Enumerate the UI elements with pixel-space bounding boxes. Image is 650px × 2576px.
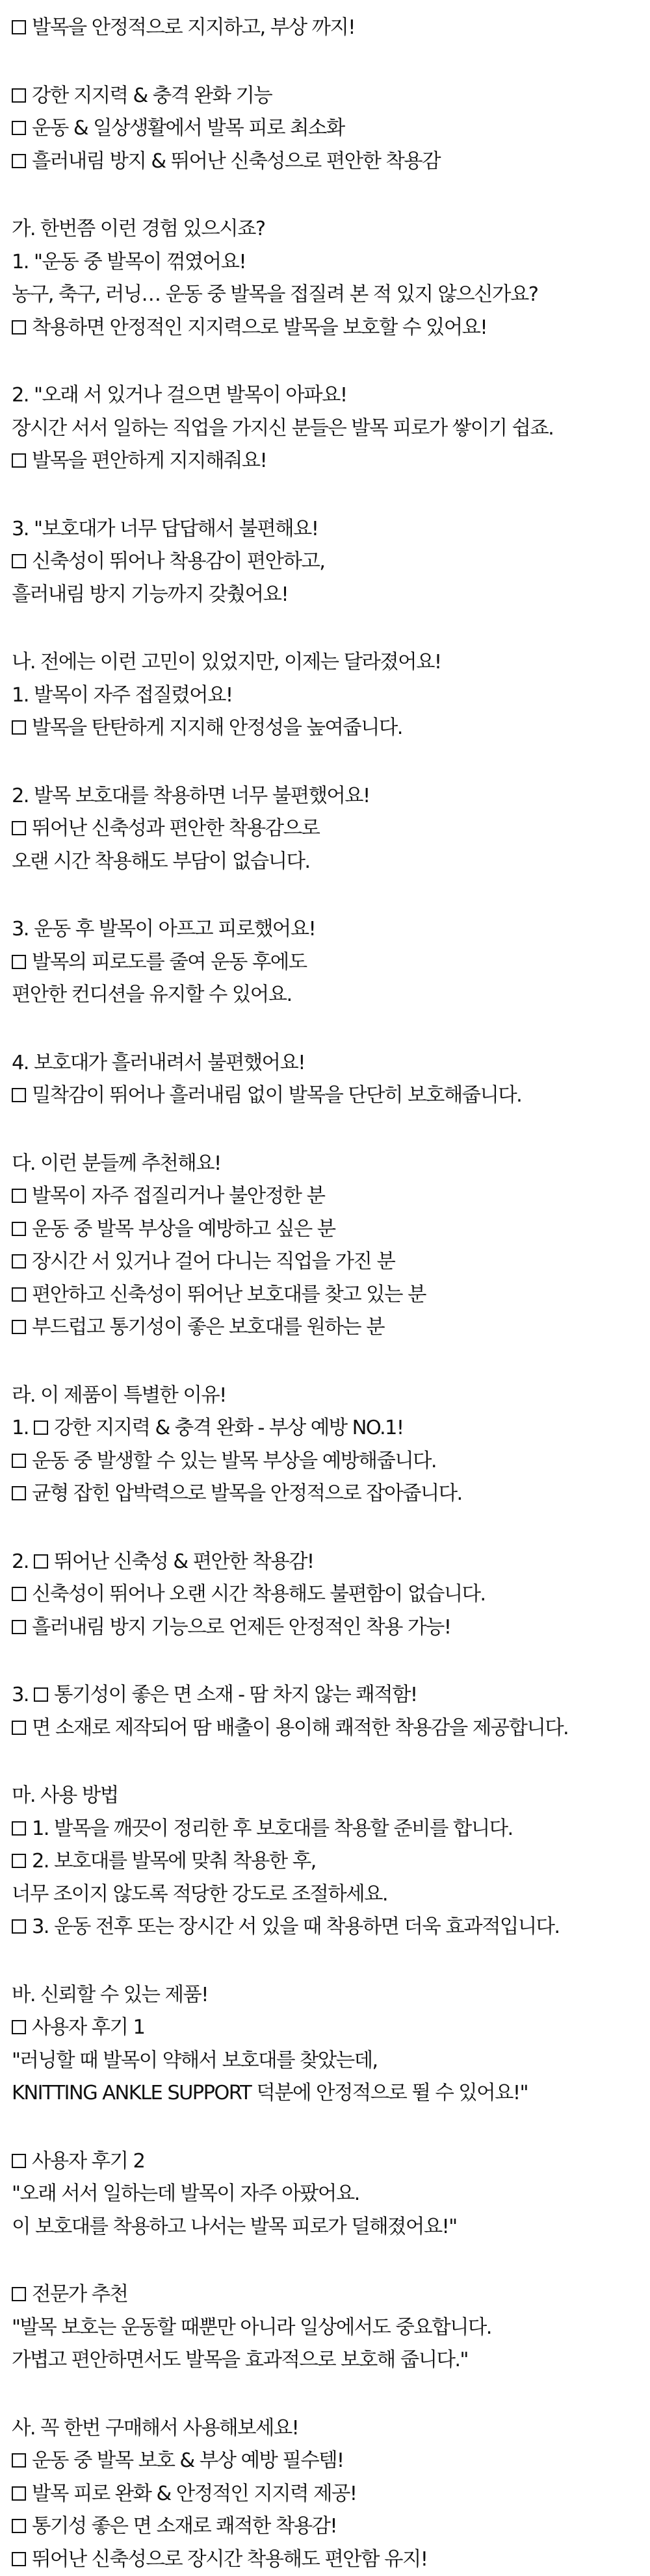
text-line: 운동 중 발목 부상을 예방하고 싶은 분 <box>12 1213 650 1246</box>
text-line: 장시간 서서 일하는 직업을 가지신 분들은 발목 피로가 쌓이기 쉽죠. <box>12 412 650 446</box>
checkbox-square-icon <box>12 121 26 135</box>
text-line: 너무 조이지 않도록 적당한 강도로 조절하세요. <box>12 1878 650 1912</box>
text-block <box>12 2145 650 2244</box>
checkbox-square-icon <box>12 2154 26 2168</box>
text-line: 발목을 편안하게 지지해줘요! <box>12 445 650 478</box>
text-line: 2. "오래 서 있거나 걸으면 발목이 아파요! <box>12 379 650 412</box>
checkbox-square-icon <box>12 88 26 103</box>
checkbox-square-icon <box>12 1620 26 1634</box>
checkbox-square-icon <box>12 1587 26 1601</box>
text-block <box>12 646 650 745</box>
checkbox-square-icon <box>34 1687 48 1702</box>
text-line: 뛰어난 신축성과 편안한 착용감으로 <box>12 813 650 846</box>
text-line: 흘러내림 방지 기능까지 갖췄어요! <box>12 579 650 612</box>
checkbox-square-icon <box>12 1454 26 1468</box>
checkbox-square-icon <box>12 955 26 969</box>
checkbox-square-icon <box>34 1554 48 1569</box>
text-block <box>12 1148 650 1345</box>
text-line: 강한 지지력 & 충격 완화 기능 <box>12 80 650 113</box>
text-line: 편안하고 신축성이 뛰어난 보호대를 찾고 있는 분 <box>12 1279 650 1312</box>
text-block <box>12 1380 650 1511</box>
checkbox-square-icon <box>12 2020 26 2034</box>
checkbox-square-icon <box>12 453 26 468</box>
text-block <box>12 1979 650 2110</box>
text-line: 사용자 후기 1 <box>12 2012 650 2045</box>
checkbox-square-icon <box>12 1254 26 1269</box>
text-line: 편안한 컨디션을 유지할 수 있어요. <box>12 979 650 1012</box>
text-line: 면 소재로 제작되어 땀 배출이 용이해 쾌적한 착용감을 제공합니다. <box>12 1712 650 1745</box>
text-block <box>12 2412 650 2576</box>
text-line: "오래 서서 일하는데 발목이 자주 아팠어요. <box>12 2178 650 2211</box>
text-line: 1. 발목을 깨끗이 정리한 후 보호대를 착용할 준비를 합니다. <box>12 1813 650 1846</box>
text-block <box>12 2279 650 2377</box>
text-line: 장시간 서 있거나 걸어 다니는 직업을 가진 분 <box>12 1246 650 1279</box>
text-line: 가. 한번쯤 이런 경험 있으시죠? <box>12 213 650 246</box>
text-block <box>12 780 650 879</box>
checkbox-square-icon <box>12 1088 26 1102</box>
checkbox-square-icon <box>12 154 26 168</box>
text-block <box>12 379 650 478</box>
text-line: 발목 피로 완화 & 안정적인 지지력 제공! <box>12 2478 650 2511</box>
checkbox-square-icon <box>12 1287 26 1302</box>
text-line: 마. 사용 방법 <box>12 1780 650 1813</box>
text-line: 라. 이 제품이 특별한 이유! <box>12 1380 650 1413</box>
text-line: 사용자 후기 2 <box>12 2145 650 2178</box>
checkbox-square-icon <box>12 720 26 735</box>
text-line: "러닝할 때 발목이 약해서 보호대를 찾았는데, <box>12 2045 650 2078</box>
text-line: 부드럽고 통기성이 좋은 보호대를 원하는 분 <box>12 1311 650 1345</box>
text-line: KNITTING ANKLE SUPPORT 덕분에 안정적으로 뛸 수 있어요!" <box>12 2077 650 2110</box>
text-line: 농구, 축구, 러닝… 운동 중 발목을 접질려 본 적 있지 않으신가요? <box>12 279 650 312</box>
text-line: 다. 이런 분들께 추천해요! <box>12 1148 650 1181</box>
text-line: 바. 신뢰할 수 있는 제품! <box>12 1979 650 2012</box>
checkbox-square-icon <box>12 1821 26 1836</box>
checkbox-square-icon <box>12 1486 26 1500</box>
checkbox-square-icon <box>12 320 26 335</box>
text-block <box>12 913 650 1012</box>
text-block <box>12 1546 650 1645</box>
text-line: 신축성이 뛰어나 착용감이 편안하고, <box>12 546 650 579</box>
text-line: 운동 중 발생할 수 있는 발목 부상을 예방해줍니다. <box>12 1445 650 1478</box>
text-line: 오랜 시간 착용해도 부담이 없습니다. <box>12 846 650 879</box>
text-line: 흘러내림 방지 & 뛰어난 신축성으로 편안한 착용감 <box>12 145 650 179</box>
checkbox-square-icon <box>34 1421 48 1435</box>
checkbox-square-icon <box>12 2486 26 2501</box>
text-line: 2. 보호대를 발목에 맞춰 착용한 후, <box>12 1845 650 1878</box>
text-line: 운동 & 일상생활에서 발목 피로 최소화 <box>12 112 650 145</box>
text-block <box>12 1780 650 1944</box>
text-line: 나. 전에는 이런 고민이 있었지만, 이제는 달라졌어요! <box>12 646 650 679</box>
text-line: 착용하면 안정적인 지지력으로 발목을 보호할 수 있어요! <box>12 312 650 345</box>
text-block <box>12 1679 650 1745</box>
text-line: 발목을 안정적으로 지지하고, 부상 까지! <box>12 12 650 45</box>
text-line: "발목 보호는 운동할 때뿐만 아니라 일상에서도 중요합니다. <box>12 2312 650 2345</box>
text-line: 운동 중 발목 보호 & 부상 예방 필수템! <box>12 2445 650 2478</box>
text-block <box>12 1047 650 1113</box>
checkbox-square-icon <box>12 1189 26 1203</box>
text-line: 통기성 좋은 면 소재로 쾌적한 착용감! <box>12 2510 650 2544</box>
text-line: 4. 보호대가 흘러내려서 불편했어요! <box>12 1047 650 1080</box>
checkbox-square-icon <box>12 2453 26 2468</box>
checkbox-square-icon <box>12 1721 26 1735</box>
text-line: 3. 운동 후 발목이 아프고 피로했어요! <box>12 913 650 946</box>
text-line: 사. 꼭 한번 구매해서 사용해보세요! <box>12 2412 650 2445</box>
text-line: 흘러내림 방지 기능으로 언제든 안정적인 착용 가능! <box>12 1611 650 1645</box>
checkbox-square-icon <box>12 2287 26 2301</box>
checkbox-square-icon <box>12 2519 26 2533</box>
text-line: 밀착감이 뛰어나 흘러내림 없이 발목을 단단히 보호해줍니다. <box>12 1080 650 1113</box>
checkbox-square-icon <box>12 1222 26 1236</box>
text-block <box>12 80 650 179</box>
checkbox-square-icon <box>12 821 26 835</box>
text-line: 발목이 자주 접질리거나 불안정한 분 <box>12 1180 650 1213</box>
checkbox-square-icon <box>12 2552 26 2566</box>
text-line: 발목의 피로도를 줄여 운동 후에도 <box>12 946 650 979</box>
text-line: 2. 발목 보호대를 착용하면 너무 불편했어요! <box>12 780 650 813</box>
text-line: 균형 잡힌 압박력으로 발목을 안정적으로 잡아줍니다. <box>12 1478 650 1511</box>
text-line: 전문가 추천 <box>12 2279 650 2312</box>
checkbox-square-icon <box>12 20 26 34</box>
text-line: 3. "보호대가 너무 답답해서 불편해요! <box>12 513 650 546</box>
text-line: 이 보호대를 착용하고 나서는 발목 피로가 덜해졌어요!" <box>12 2211 650 2244</box>
text-line: 발목을 탄탄하게 지지해 안정성을 높여줍니다. <box>12 712 650 745</box>
checkbox-square-icon <box>12 1919 26 1934</box>
text-line: 1. "운동 중 발목이 꺾였어요! <box>12 246 650 279</box>
checkbox-square-icon <box>12 1854 26 1868</box>
text-block <box>12 213 650 344</box>
text-line: 3. 통기성이 좋은 면 소재 - 땀 차지 않는 쾌적함! <box>12 1679 650 1712</box>
text-line: 1. 강한 지지력 & 충격 완화 - 부상 예방 NO.1! <box>12 1412 650 1445</box>
checkbox-square-icon <box>12 554 26 568</box>
text-block <box>12 513 650 612</box>
text-line: 가볍고 편안하면서도 발목을 효과적으로 보호해 줍니다." <box>12 2344 650 2377</box>
text-block <box>12 12 650 45</box>
text-line: 신축성이 뛰어나 오랜 시간 착용해도 불편함이 없습니다. <box>12 1578 650 1611</box>
text-line: 뛰어난 신축성으로 장시간 착용해도 편안함 유지! <box>12 2544 650 2576</box>
text-line: 3. 운동 전후 또는 장시간 서 있을 때 착용하면 더욱 효과적입니다. <box>12 1911 650 1944</box>
checkbox-square-icon <box>12 1320 26 1334</box>
text-line: 2. 뛰어난 신축성 & 편안한 착용감! <box>12 1546 650 1579</box>
text-line: 1. 발목이 자주 접질렸어요! <box>12 679 650 713</box>
